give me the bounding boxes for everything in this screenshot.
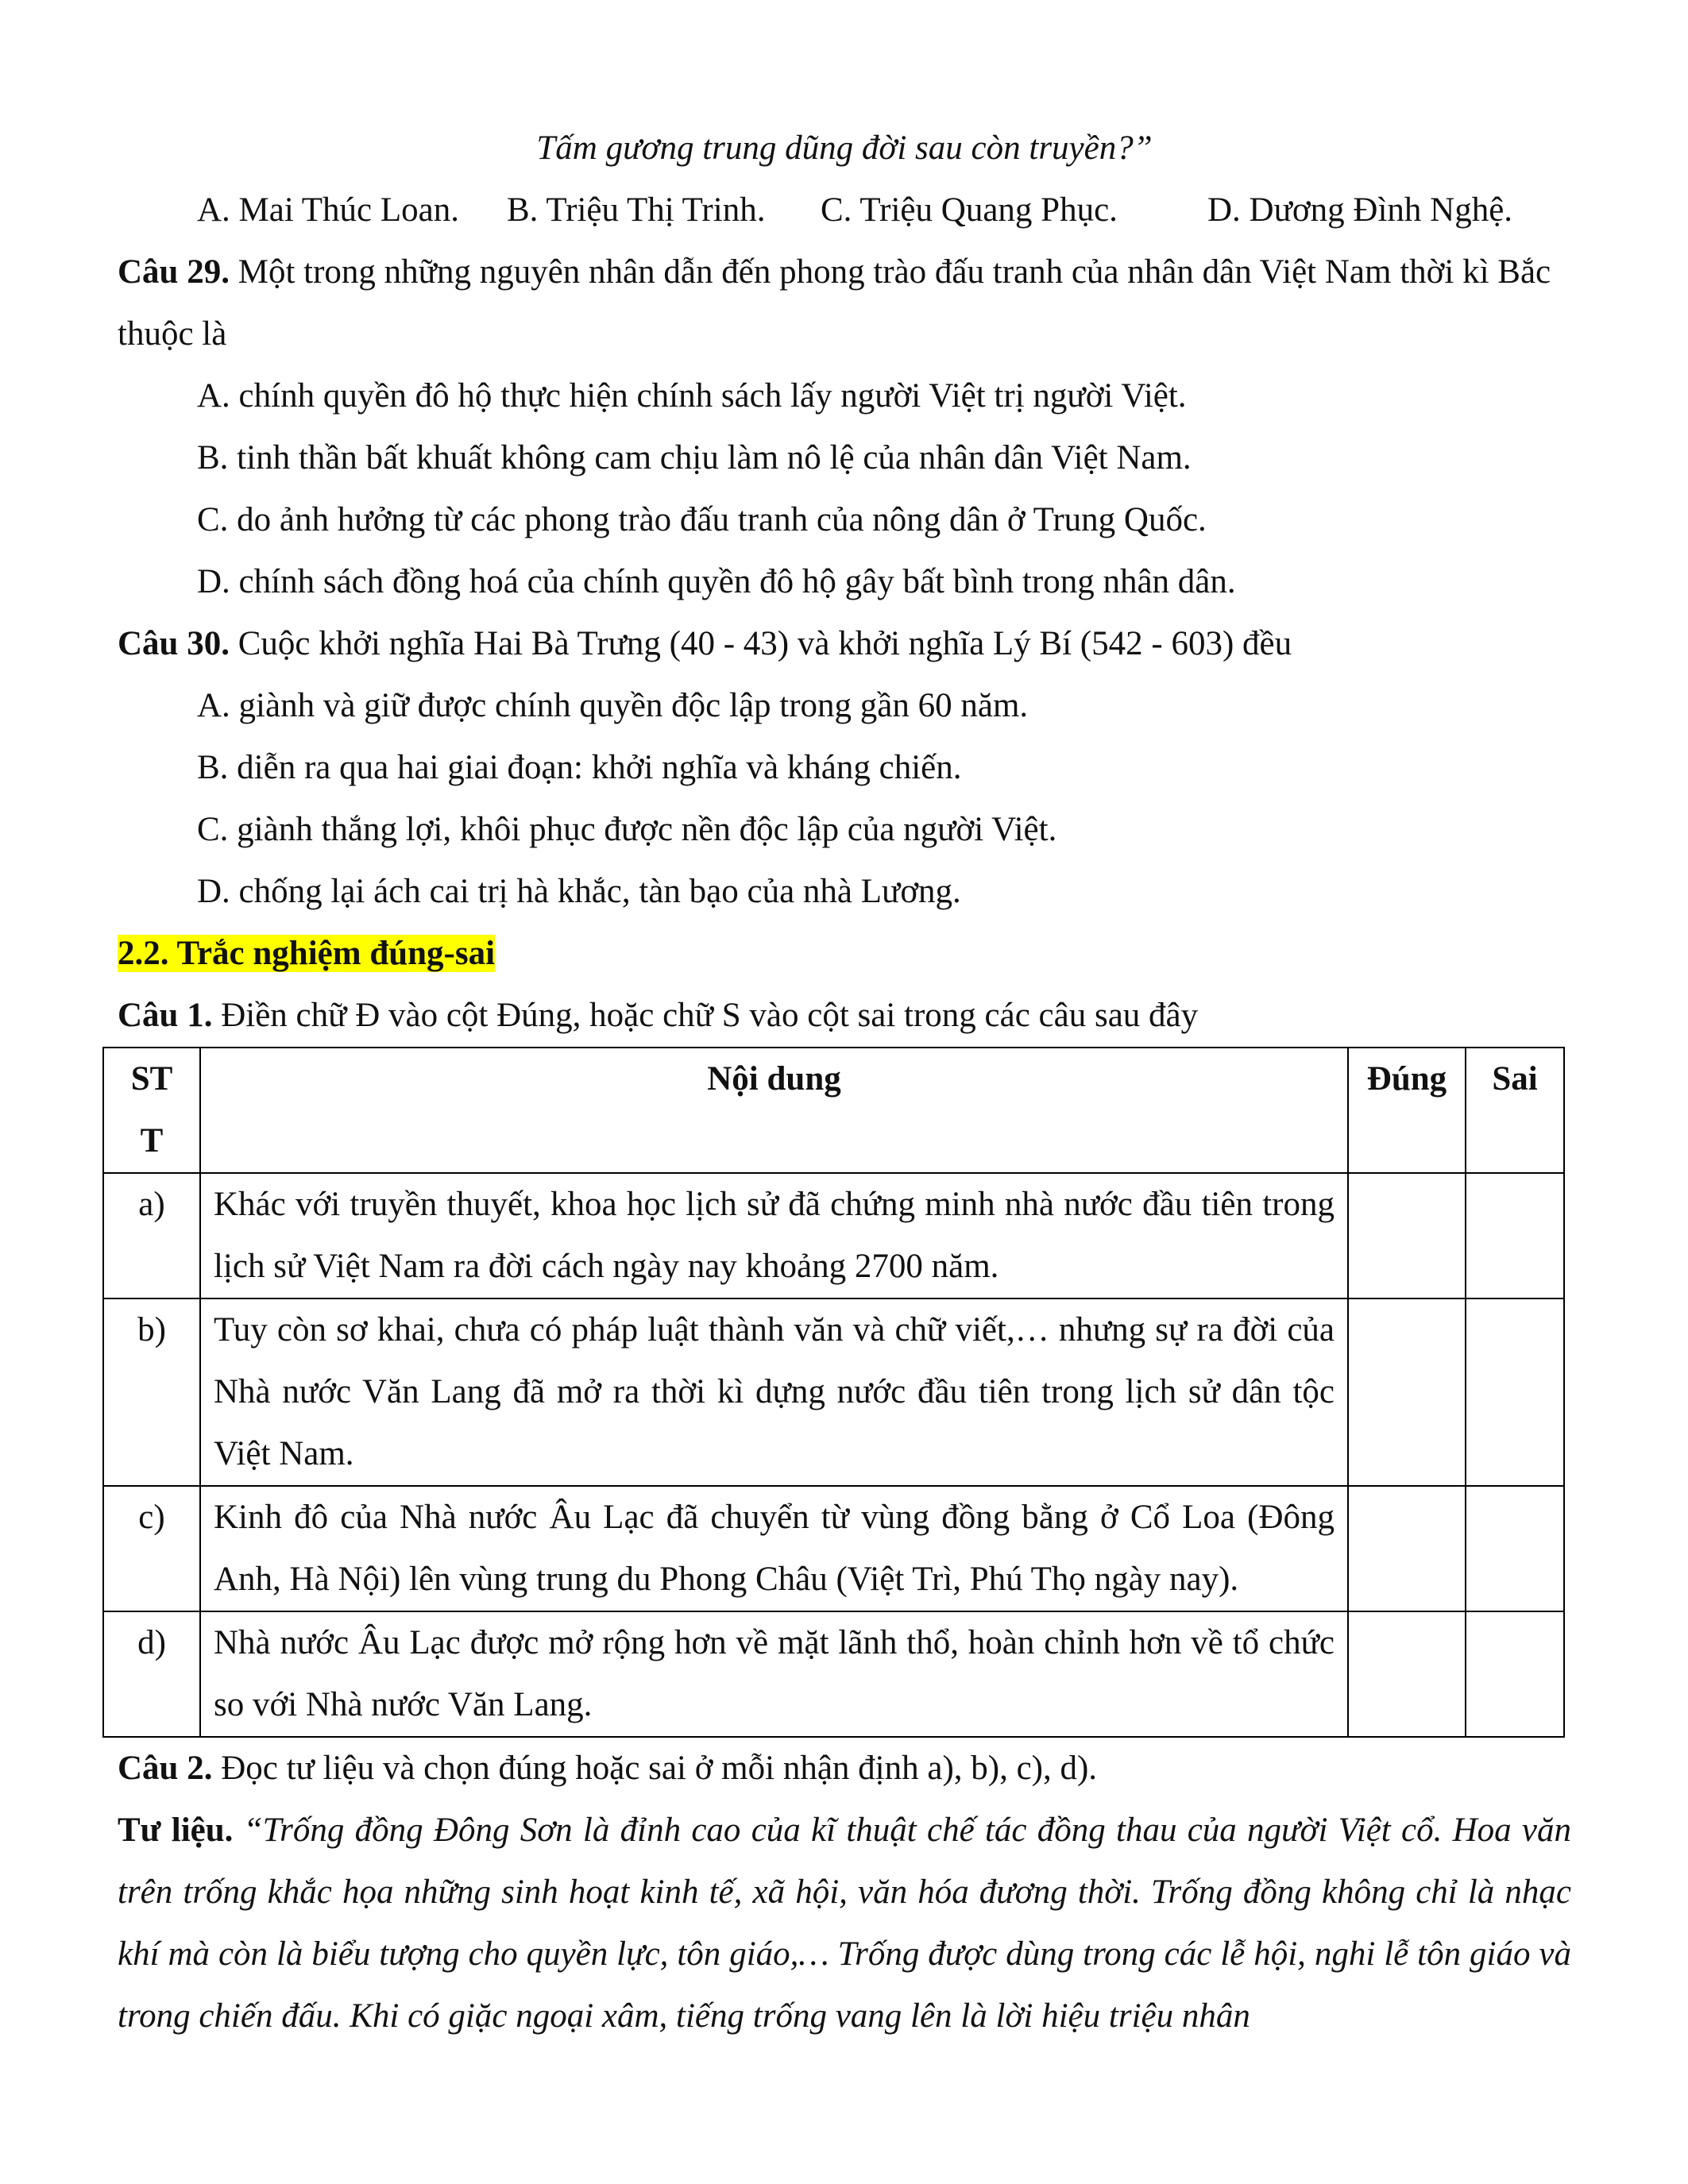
row-stt: c) bbox=[103, 1486, 200, 1611]
header-false: Sai bbox=[1466, 1048, 1564, 1173]
true-cell[interactable] bbox=[1348, 1611, 1466, 1737]
row-stt: d) bbox=[103, 1611, 200, 1737]
q30-stem bbox=[118, 613, 1571, 675]
q29-option-c: C. do ảnh hưởng từ các phong trào đấu tranh của nông dân ở Trung Quốc. bbox=[197, 501, 1207, 538]
tf1-text: Điền chữ Đ vào cột Đúng, hoặc chữ S vào cột sai trong các câu sau đây bbox=[212, 997, 1199, 1034]
q29-option-b: B. tinh thần bất khuất không cam chịu làm nô lệ của nhân dân Việt Nam. bbox=[197, 439, 1192, 477]
q28-options bbox=[118, 179, 1571, 241]
tf2-stem bbox=[118, 1738, 1571, 1800]
q29-text: Một trong những nguyên nhân dẫn đến phong trào đấu tranh của nhân dân Việt Nam thời kì Bắc thuộc là bbox=[118, 253, 1551, 353]
q28-option-d: D. Dương Đình Nghệ. bbox=[1207, 191, 1513, 229]
tf2-text: Đọc tư liệu và chọn đúng hoặc sai ở mỗi nhận định a), b), c), d). bbox=[212, 1750, 1098, 1787]
q28-option-b: B. Triệu Thị Trinh. bbox=[507, 191, 766, 229]
section-heading bbox=[118, 923, 1571, 985]
table-row bbox=[103, 1611, 1564, 1737]
false-cell[interactable] bbox=[1466, 1298, 1564, 1486]
q30-option-b: B. diễn ra qua hai giai đoạn: khởi nghĩa và kháng chiến. bbox=[197, 749, 962, 786]
section-heading-text: 2.2. Trắc nghiệm đúng-sai bbox=[118, 935, 496, 972]
table-header-row bbox=[103, 1048, 1564, 1173]
q28-option-c: C. Triệu Quang Phục. bbox=[821, 191, 1118, 229]
q30-option-c: C. giành thắng lợi, khôi phục được nền độc lập của người Việt. bbox=[197, 811, 1057, 848]
table-row bbox=[103, 1298, 1564, 1486]
tf1-label: Câu 1. bbox=[118, 997, 213, 1034]
tf1-stem bbox=[118, 985, 1571, 1047]
header-content: Nội dung bbox=[200, 1048, 1348, 1173]
q29-option-d: D. chính sách đồng hoá của chính quyền đô hộ gây bất bình trong nhân dân. bbox=[197, 563, 1236, 600]
q30-text: Cuộc khởi nghĩa Hai Bà Trưng (40 - 43) và khởi nghĩa Lý Bí (542 - 603) đều bbox=[229, 625, 1292, 662]
row-content: Nhà nước Âu Lạc được mở rộng hơn về mặt lãnh thổ, hoàn chỉnh hơn về tổ chức so với Nhà nước Văn Lang. bbox=[200, 1611, 1348, 1737]
q28-option-a: A. Mai Thúc Loan. bbox=[197, 191, 459, 229]
true-cell[interactable] bbox=[1348, 1486, 1466, 1611]
table-row bbox=[103, 1486, 1564, 1611]
q29-label: Câu 29. bbox=[118, 253, 230, 291]
row-content: Tuy còn sơ khai, chưa có pháp luật thành văn và chữ viết,… nhưng sự ra đời của Nhà nước Văn Lang đã mở ra thời kì dựng nước đầu tiên trong lịch sử dân tộc Việt Nam. bbox=[200, 1298, 1348, 1486]
false-cell[interactable] bbox=[1466, 1173, 1564, 1298]
false-cell[interactable] bbox=[1466, 1611, 1564, 1737]
row-content: Khác với truyền thuyết, khoa học lịch sử đã chứng minh nhà nước đầu tiên trong lịch sử Việt Nam ra đời cách ngày nay khoảng 2700 năm. bbox=[200, 1173, 1348, 1298]
source-passage bbox=[118, 1800, 1571, 2047]
true-cell[interactable] bbox=[1348, 1298, 1466, 1486]
false-cell[interactable] bbox=[1466, 1486, 1564, 1611]
q30-option-d: D. chống lại ách cai trị hà khắc, tàn bạo của nhà Lương. bbox=[197, 873, 961, 910]
row-stt: b) bbox=[103, 1298, 200, 1486]
document-page bbox=[118, 118, 1571, 2047]
row-stt: a) bbox=[103, 1173, 200, 1298]
q29-option-a: A. chính quyền đô hộ thực hiện chính sách lấy người Việt trị người Việt. bbox=[197, 377, 1187, 415]
source-text: “Trống đồng Đông Sơn là đỉnh cao của kĩ thuật chế tác đồng thau của người Việt cổ. Hoa văn trên trống khắc họa những sinh hoạt kinh tế, xã hội, văn hóa đương thời. Trống đồng không chỉ là nhạc khí mà còn là biểu tượng cho quyền lực, tôn giáo,… Trống được dùng trong các lễ hội, nghi lễ tôn giáo và trong chiến đấu. Khi có giặc ngoại xâm, tiếng trống vang lên là lời hiệu triệu nhân bbox=[118, 1812, 1571, 2035]
source-label: Tư liệu. bbox=[118, 1812, 234, 1849]
true-cell[interactable] bbox=[1348, 1173, 1466, 1298]
q30-label: Câu 30. bbox=[118, 625, 230, 662]
tf2-label: Câu 2. bbox=[118, 1750, 213, 1787]
row-content: Kinh đô của Nhà nước Âu Lạc đã chuyển từ vùng đồng bằng ở Cổ Loa (Đông Anh, Hà Nội) lên vùng trung du Phong Châu (Việt Trì, Phú Thọ ngày nay). bbox=[200, 1486, 1348, 1611]
q29-stem bbox=[118, 241, 1571, 365]
table-row bbox=[103, 1173, 1564, 1298]
true-false-table bbox=[102, 1047, 1565, 1738]
header-true: Đúng bbox=[1348, 1048, 1466, 1173]
header-stt: STT bbox=[103, 1048, 200, 1173]
poem-line: Tấm gương trung dũng đời sau còn truyền?” bbox=[536, 129, 1153, 167]
q30-option-a: A. giành và giữ được chính quyền độc lập trong gần 60 năm. bbox=[197, 687, 1029, 724]
